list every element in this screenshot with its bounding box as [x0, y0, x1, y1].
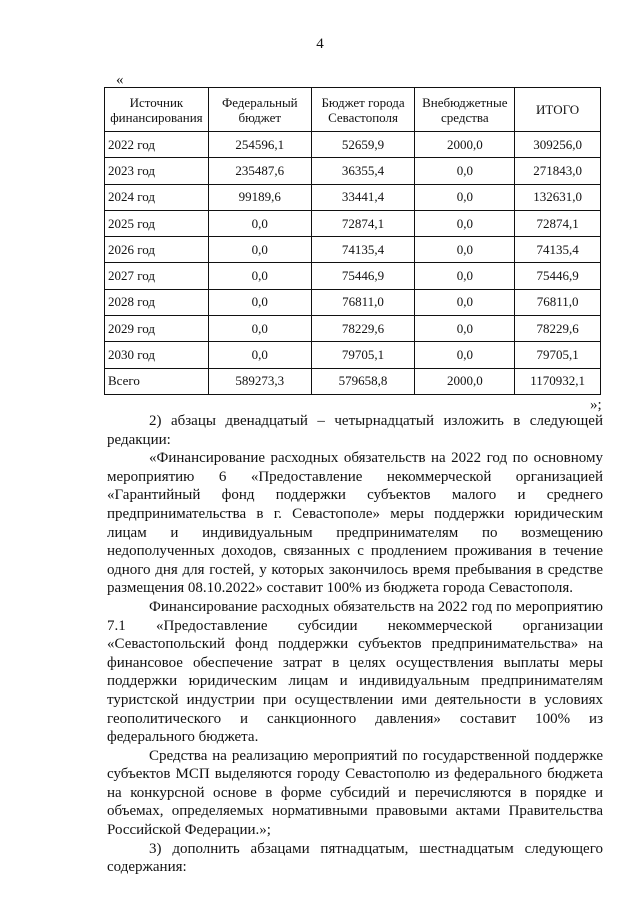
cell-federal: 254596,1: [208, 132, 311, 158]
cell-city: 79705,1: [311, 342, 415, 368]
table-row: [105, 289, 601, 315]
paragraph-funding-msp: Средства на реализацию мероприятий по государственной поддержке субъектов МСП выделяются городу Севастополю из федерального бюджета на конкурсной основе в форме субсидий и перечисляются в порядке и объемах, определяемых нормативными правовыми актами Правительства Российской Федерации.»;: [107, 747, 603, 839]
row-label: 2027 год: [105, 263, 209, 289]
cell-extrabudgetary: 2000,0: [415, 132, 515, 158]
cell-total: 75446,9: [515, 263, 601, 289]
cell-extrabudgetary: 2000,0: [415, 368, 515, 394]
cell-extrabudgetary: 0,0: [415, 263, 515, 289]
cell-total: 132631,0: [515, 184, 601, 210]
cell-extrabudgetary: 0,0: [415, 158, 515, 184]
table-row: [105, 132, 601, 158]
header-city-budget: Бюджет города Севастополя: [311, 88, 415, 132]
cell-total: 1170932,1: [515, 368, 601, 394]
row-label: 2026 год: [105, 237, 209, 263]
cell-city: 72874,1: [311, 210, 415, 236]
cell-city: 36355,4: [311, 158, 415, 184]
paragraph-amendment-3: 3) дополнить абзацами пятнадцатым, шестнадцатым следующего содержания:: [107, 840, 603, 876]
table-row: [105, 237, 601, 263]
cell-federal: 0,0: [208, 289, 311, 315]
table-row: [105, 316, 601, 342]
closing-quote-mark: »;: [590, 397, 602, 413]
cell-total: 271843,0: [515, 158, 601, 184]
row-label: 2024 год: [105, 184, 209, 210]
table-row: [105, 263, 601, 289]
cell-federal: 0,0: [208, 210, 311, 236]
cell-federal: 0,0: [208, 263, 311, 289]
cell-extrabudgetary: 0,0: [415, 342, 515, 368]
row-label: 2028 год: [105, 289, 209, 315]
body-text: [107, 412, 603, 877]
header-total: ИТОГО: [515, 88, 601, 132]
paragraph-activity-7-1: Финансирование расходных обязательств на 2022 год по мероприятию 7.1 «Предоставление субсидии некоммерческой организации «Севастопольский фонд поддержки субъектов предпринимательства» на финансовое обеспечение затрат в целях осуществления выплаты меры поддержки юридическим лицам и индивидуальным предпринимателям туристской индустрии при осуществлении ими деятельности в условиях геополитического и санкционного давления» составит 100% из федерального бюджета.: [107, 598, 603, 746]
header-source: Источник финансирования: [105, 88, 209, 132]
cell-total: 78229,6: [515, 316, 601, 342]
cell-extrabudgetary: 0,0: [415, 237, 515, 263]
table-header-row: [105, 88, 601, 132]
cell-federal: 589273,3: [208, 368, 311, 394]
cell-city: 76811,0: [311, 289, 415, 315]
row-label: 2029 год: [105, 316, 209, 342]
cell-federal: 0,0: [208, 316, 311, 342]
cell-city: 33441,4: [311, 184, 415, 210]
table-row: [105, 342, 601, 368]
cell-extrabudgetary: 0,0: [415, 210, 515, 236]
cell-federal: 235487,6: [208, 158, 311, 184]
financing-table: [104, 87, 601, 395]
cell-city: 579658,8: [311, 368, 415, 394]
cell-city: 78229,6: [311, 316, 415, 342]
cell-total: 72874,1: [515, 210, 601, 236]
cell-city: 52659,9: [311, 132, 415, 158]
row-label: 2022 год: [105, 132, 209, 158]
header-extrabudgetary: Внебюджетные средства: [415, 88, 515, 132]
cell-extrabudgetary: 0,0: [415, 316, 515, 342]
table-row: [105, 184, 601, 210]
cell-extrabudgetary: 0,0: [415, 289, 515, 315]
cell-federal: 0,0: [208, 237, 311, 263]
page-number: 4: [316, 36, 324, 52]
cell-extrabudgetary: 0,0: [415, 184, 515, 210]
cell-federal: 99189,6: [208, 184, 311, 210]
header-federal-budget: Федеральный бюджет: [208, 88, 311, 132]
cell-federal: 0,0: [208, 342, 311, 368]
opening-quote-mark: «: [116, 72, 124, 88]
table-row: [105, 158, 601, 184]
table-row-total: [105, 368, 601, 394]
cell-total: 76811,0: [515, 289, 601, 315]
cell-total: 74135,4: [515, 237, 601, 263]
row-label: Всего: [105, 368, 209, 394]
paragraph-activity-6: «Финансирование расходных обязательств на 2022 год по основному мероприятию 6 «Предоставление некоммерческой организацией «Гарантийный фонд поддержки субъектов малого и среднего предпринимательства в г. Севастополе» меры поддержки юридическим лицам и индивидуальным предпринимателям по возмещению недополученных доходов, связанных с продлением проживания в течение одного дня для гостей, у которых закончилось время пребывания в средстве размещения 08.10.2022» составит 100% из бюджета города Севастополя.: [107, 450, 603, 597]
table-row: [105, 210, 601, 236]
row-label: 2023 год: [105, 158, 209, 184]
cell-city: 74135,4: [311, 237, 415, 263]
cell-total: 79705,1: [515, 342, 601, 368]
cell-total: 309256,0: [515, 132, 601, 158]
cell-city: 75446,9: [311, 263, 415, 289]
row-label: 2025 год: [105, 210, 209, 236]
row-label: 2030 год: [105, 342, 209, 368]
paragraph-amendment-2: 2) абзацы двенадцатый – четырнадцатый изложить в следующей редакции:: [107, 413, 603, 448]
